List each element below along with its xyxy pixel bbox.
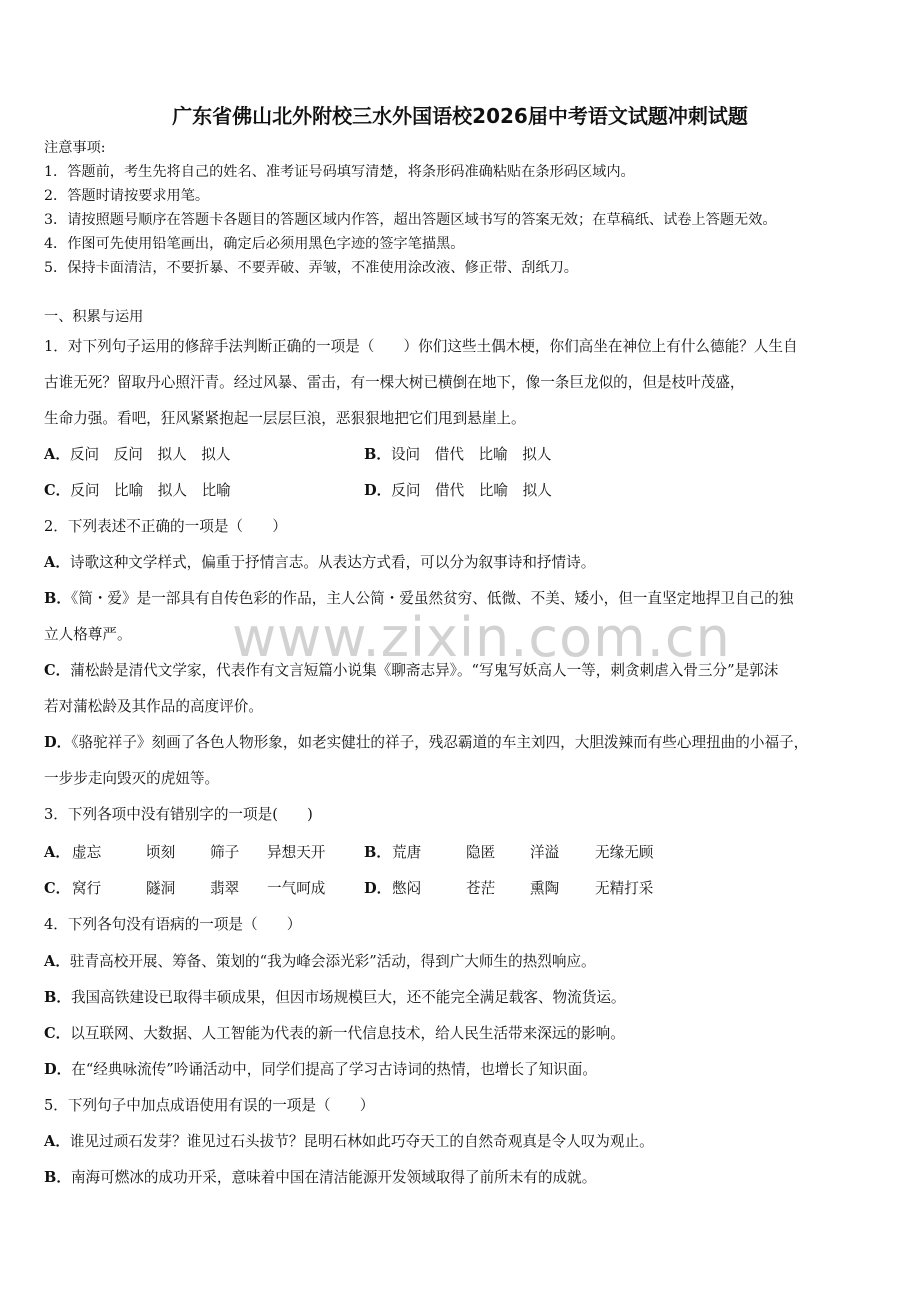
q3-stem: 3．下列各项中没有错别字的一项是( )	[44, 806, 313, 823]
q3-word: 憋闷	[392, 880, 422, 897]
q3-word: 顷刻	[146, 844, 176, 861]
q1-stem: 1．对下列句子运用的修辞手法判断正确的一项是（ ）你们这些土偶木梗，你们高坐在神位上有什么德能？人生自	[44, 338, 798, 355]
option-label: D．	[364, 482, 392, 499]
option-text: 以互联网、大数据、人工智能为代表的新一代信息技术，给人民生活带来深远的影响。	[70, 1025, 625, 1042]
q5-stem: 5．下列句子中加点成语使用有误的一项是（ ）	[44, 1097, 375, 1114]
option-label: A．	[44, 844, 70, 861]
q1-option-b	[364, 445, 551, 465]
option-text: 南海可燃冰的成功开采，意味着中国在清洁能源开发领域取得了前所未有的成就。	[70, 1169, 597, 1186]
option-label: B．	[44, 989, 71, 1006]
option-text: 《骆驼祥子》刻画了各色人物形象，如老实健壮的祥子，残忍霸道的车主刘四，大胆泼辣而有些心理扭曲的小福子，	[71, 734, 809, 751]
q3-word: 洋溢	[530, 844, 560, 861]
q3-word: 一气呵成	[267, 880, 326, 897]
option-text: 设问 借代 比喻 拟人	[390, 446, 552, 463]
q3-word: 苍茫	[466, 880, 496, 897]
q4-option-d	[44, 1060, 597, 1080]
notice-item: 2．答题时请按要求用笔。	[44, 188, 210, 204]
notice-item: 1．答题前，考生先将自己的姓名、准考证号码填写清楚，将条形码准确粘贴在条形码区域内。	[44, 164, 635, 180]
q3-word: 隐匿	[466, 844, 496, 861]
q3-word: 无缘无顾	[595, 844, 654, 861]
q3-word: 虚忘	[72, 844, 102, 861]
option-text: 驻青高校开展、筹备、策划的“我为峰会添光彩”活动，得到广大师生的热烈响应。	[69, 953, 596, 970]
option-text: 在“经典咏流传”吟诵活动中，同学们提高了学习古诗词的热情，也增长了知识面。	[71, 1061, 597, 1078]
q4-option-c	[44, 1024, 625, 1044]
option-label: C．	[44, 1025, 71, 1042]
q1-stem-cont: 生命力强。看吧，狂风紧紧抱起一层层巨浪，恶狠狠地把它们甩到悬崖上。	[44, 410, 526, 427]
q2-option-d-cont: 一步步走向毁灭的虎妞等。	[44, 770, 220, 787]
option-label: C．	[44, 482, 71, 499]
q3-word: 翡翠	[210, 880, 240, 897]
q1-option-a	[44, 445, 230, 465]
option-text: 《简・爱》是一部具有自传色彩的作品，主人公简・爱虽然贫穷、低微、不美、矮小，但一直坚定地捍卫自己的独	[70, 590, 794, 607]
q4-option-b	[44, 988, 626, 1008]
q5-option-b	[44, 1168, 596, 1188]
section-heading: 一、积累与运用	[44, 309, 144, 325]
exam-title: 广东省佛山北外附校三水外国语校2026届中考语文试题冲刺试题	[172, 104, 748, 128]
q4-option-a	[44, 952, 596, 972]
option-label: C．	[44, 880, 71, 897]
watermark: www.zixin.com.cn	[232, 606, 731, 669]
q3-word: 异想天开	[267, 844, 326, 861]
option-text: 谁见过顽石发芽？谁见过石头拔节？昆明石林如此巧夺天工的自然奇观真是令人叹为观止。	[69, 1133, 654, 1150]
q3-word: 隧洞	[146, 880, 176, 897]
notice-heading: 注意事项:	[44, 140, 106, 156]
q2-option-c-cont: 若对蒲松龄及其作品的高度评价。	[44, 698, 263, 715]
notice-item: 5．保持卡面清洁，不要折暴、不要弄破、弄皱，不准使用涂改液、修正带、刮纸刀。	[44, 260, 578, 276]
option-label: A．	[44, 554, 70, 571]
q1-option-d	[364, 481, 552, 501]
option-label: D．	[44, 1061, 72, 1078]
option-label: A．	[44, 1133, 70, 1150]
option-label: C．	[44, 662, 71, 679]
option-text: 我国高铁建设已取得丰硕成果，但因市场规模巨大，还不能完全满足载客、物流货运。	[70, 989, 626, 1006]
q2-stem: 2．下列表述不正确的一项是（ ）	[44, 518, 287, 535]
option-text: 反问 比喻 拟人 比喻	[70, 482, 231, 499]
q3-word: 荒唐	[392, 844, 422, 861]
q5-option-a	[44, 1132, 654, 1152]
notice-item: 4．作图可先使用铅笔画出，确定后必须用黑色字迹的签字笔描黑。	[44, 236, 465, 252]
q4-stem: 4．下列各句没有语病的一项是（ ）	[44, 916, 302, 933]
option-label: A．	[44, 953, 70, 970]
q2-option-d	[44, 733, 808, 753]
q3-word: 窝行	[72, 880, 102, 897]
option-label: B．	[44, 1169, 71, 1186]
q1-stem-cont: 古谁无死？留取丹心照汗青。经过风暴、雷击，有一棵大树已横倒在地下，像一条巨龙似的，但是枝叶茂盛，	[44, 374, 745, 391]
notice-item: 3．请按照题号顺序在答题卡各题目的答题区域内作答，超出答题区域书写的答案无效；在草稿纸、试卷上答题无效。	[44, 212, 777, 228]
q1-option-c	[44, 481, 231, 501]
option-text: 反问 反问 拟人 拟人	[69, 446, 231, 463]
q2-option-b-cont: 立人格尊严。	[44, 626, 132, 643]
option-text: 蒲松龄是清代文学家，代表作有文言短篇小说集《聊斋志异》。“写鬼写妖高人一等，刺贪刺虐入骨三分”是郭沫	[70, 662, 779, 679]
option-label: B．	[364, 446, 391, 463]
option-text: 反问 借代 比喻 拟人	[391, 482, 552, 499]
option-label: D．	[44, 734, 72, 751]
q3-word: 筛子	[210, 844, 240, 861]
option-label: B．	[364, 844, 391, 861]
option-text: 诗歌这种文学样式，偏重于抒情言志。从表达方式看，可以分为叙事诗和抒情诗。	[69, 554, 596, 571]
q3-word: 熏陶	[530, 880, 560, 897]
q3-word: 无精打采	[595, 880, 654, 897]
option-label: A．	[44, 446, 70, 463]
option-label: B．	[44, 590, 71, 607]
q2-option-a	[44, 553, 595, 573]
option-label: D．	[364, 880, 392, 897]
